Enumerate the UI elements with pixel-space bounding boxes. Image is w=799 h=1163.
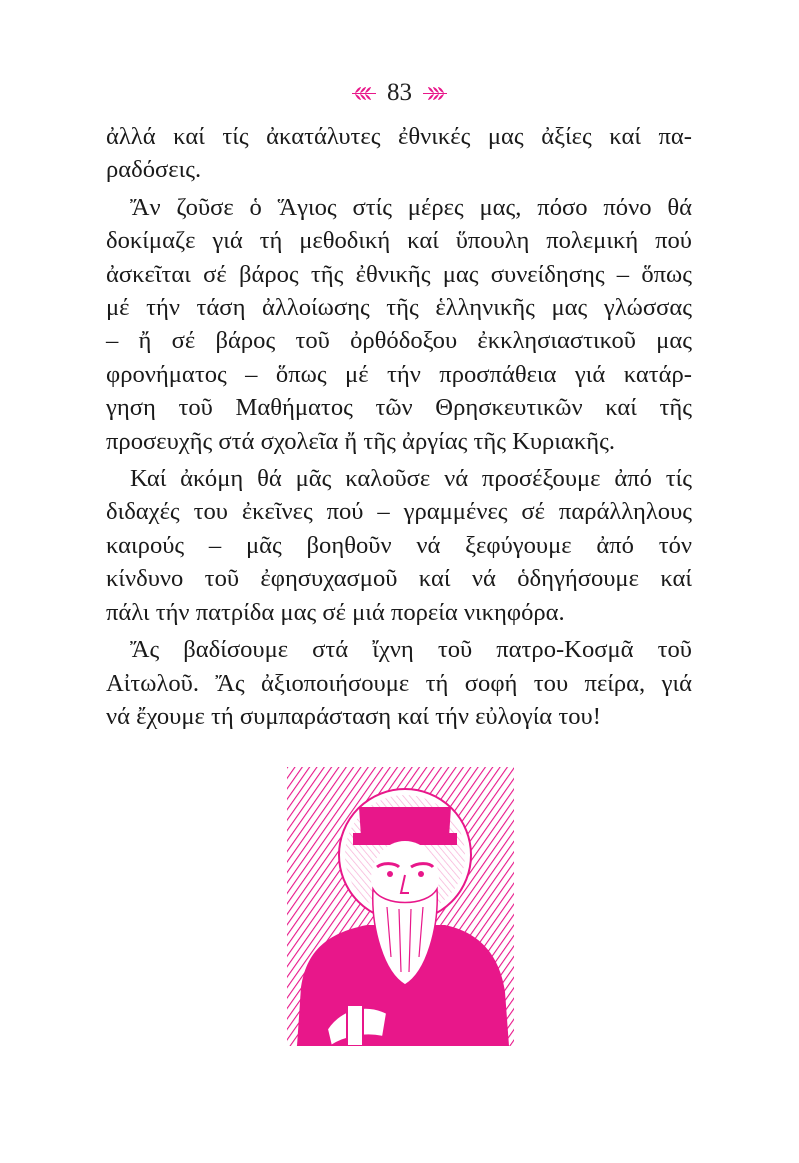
body-text — [106, 120, 692, 737]
text-line: πάλι τήν πατρίδα μας σέ μιά πορεία νικηφόρα. — [106, 598, 565, 626]
text-line: ραδόσεις. — [106, 156, 202, 184]
page-header — [0, 76, 799, 110]
text-line: ἀλλά καί τίς ἀκατάλυτες ἐθνικές μας ἀξίες καί πα- — [106, 123, 692, 150]
text-line: – ἤ σέ βάρος τοῦ ὀρθόδοξου ἐκκλησιαστικοῦ μας — [106, 327, 692, 355]
text-line: Αἰτωλοῦ. Ἄς ἀξιοποιήσουμε τή σοφή του πείρα, γιά — [106, 669, 692, 697]
text-line: φρονήματος – ὅπως μέ τήν προσπάθεια γιά κατάρ- — [106, 360, 692, 388]
paragraph — [106, 462, 692, 629]
text-line: διδαχές του ἐκεῖνες πού – γραμμένες σέ παράλληλους — [106, 498, 692, 526]
text-line: προσευχῆς στά σχολεῖα ἤ τῆς ἀργίας τῆς Κυριακῆς. — [106, 427, 615, 455]
text-line: Καί ἀκόμη θά μᾶς καλοῦσε νά προσέξουμε ἀπό τίς — [130, 465, 692, 493]
text-line: νά ἔχουμε τή συμπαράσταση καί τήν εὐλογία του! — [106, 702, 601, 730]
saint-portrait-icon — [287, 767, 514, 1046]
text-line: κίνδυνο τοῦ ἐφησυχασμοῦ καί νά ὁδηγήσουμε καί — [106, 565, 692, 593]
saint-icon-illustration — [287, 767, 514, 1046]
leaf-ornament-icon — [422, 85, 448, 101]
paragraph — [106, 120, 692, 187]
page-number: 83 — [387, 79, 412, 106]
text-line: Ἄν ζοῦσε ὁ Ἅγιος στίς μέρες μας, πόσο πόνο θά — [130, 193, 692, 221]
text-line: καιρούς – μᾶς βοηθοῦν νά ξεφύγουμε ἀπό τόν — [106, 531, 692, 559]
text-line: γηση τοῦ Μαθήματος τῶν Θρησκευτικῶν καί τῆς — [106, 394, 692, 422]
text-line: Ἄς βαδίσουμε στά ἴχνη τοῦ πατρο-Κοσμᾶ τοῦ — [130, 636, 692, 664]
leaf-ornament-icon — [351, 85, 377, 101]
text-line: ἀσκεῖται σέ βάρος τῆς ἐθνικῆς μας συνείδησης – ὅπως — [106, 260, 692, 288]
paragraph — [106, 633, 692, 733]
paragraph — [106, 191, 692, 458]
text-line: μέ τήν τάση ἀλλοίωσης τῆς ἑλληνικῆς μας γλώσσας — [106, 294, 692, 322]
text-line: δοκίμαζε γιά τή μεθοδική καί ὕπουλη πολεμική πού — [106, 227, 692, 255]
